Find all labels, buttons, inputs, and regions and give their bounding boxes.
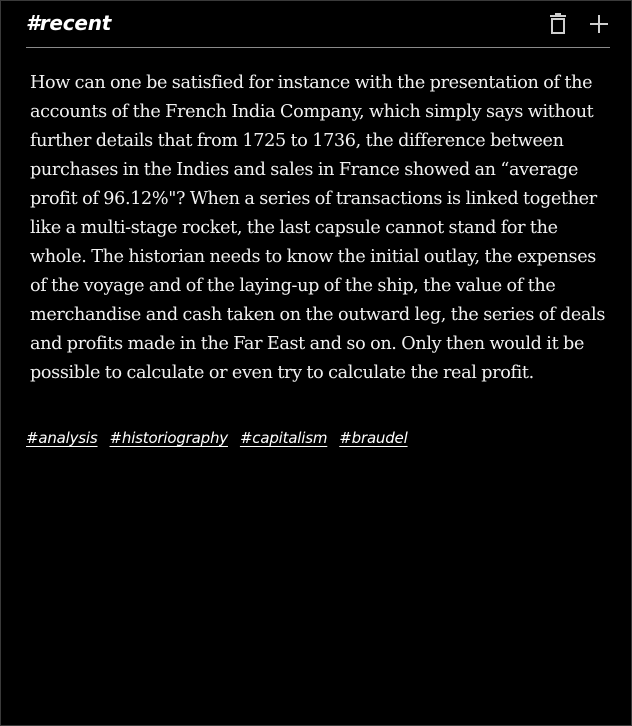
note-text: How can one be satisfied for instance with the presentation of the accounts of the French India Company, which simply says without further details that from 1725 to 1736, the difference between purchases in the Indies and sales in France showed an “average profit of 96.12%"? When a series of transactions is linked together like a multi-stage rocket, the last capsule cannot stand for the whole. The historian needs to know the initial outlay, the expenses of the voyage and of the laying-up of the ship, the value of the merchandise and cash taken on the outward leg, the series of deals and profits made in the Far East and so on. Only then would it be possible to calculate or even try to calculate the real profit. [30,73,606,383]
add-button[interactable] [586,11,612,37]
tag-link[interactable]: #capitalism [239,429,328,447]
tag-list [26,429,408,447]
tag-link[interactable]: #braudel [339,429,408,447]
delete-button[interactable] [545,11,571,37]
trash-icon [545,11,571,37]
note-title: #recent [26,11,112,35]
note-header [26,1,610,48]
plus-icon [586,11,612,37]
tag-link[interactable]: #historiography [109,429,228,447]
tag-link[interactable]: #analysis [26,429,98,447]
